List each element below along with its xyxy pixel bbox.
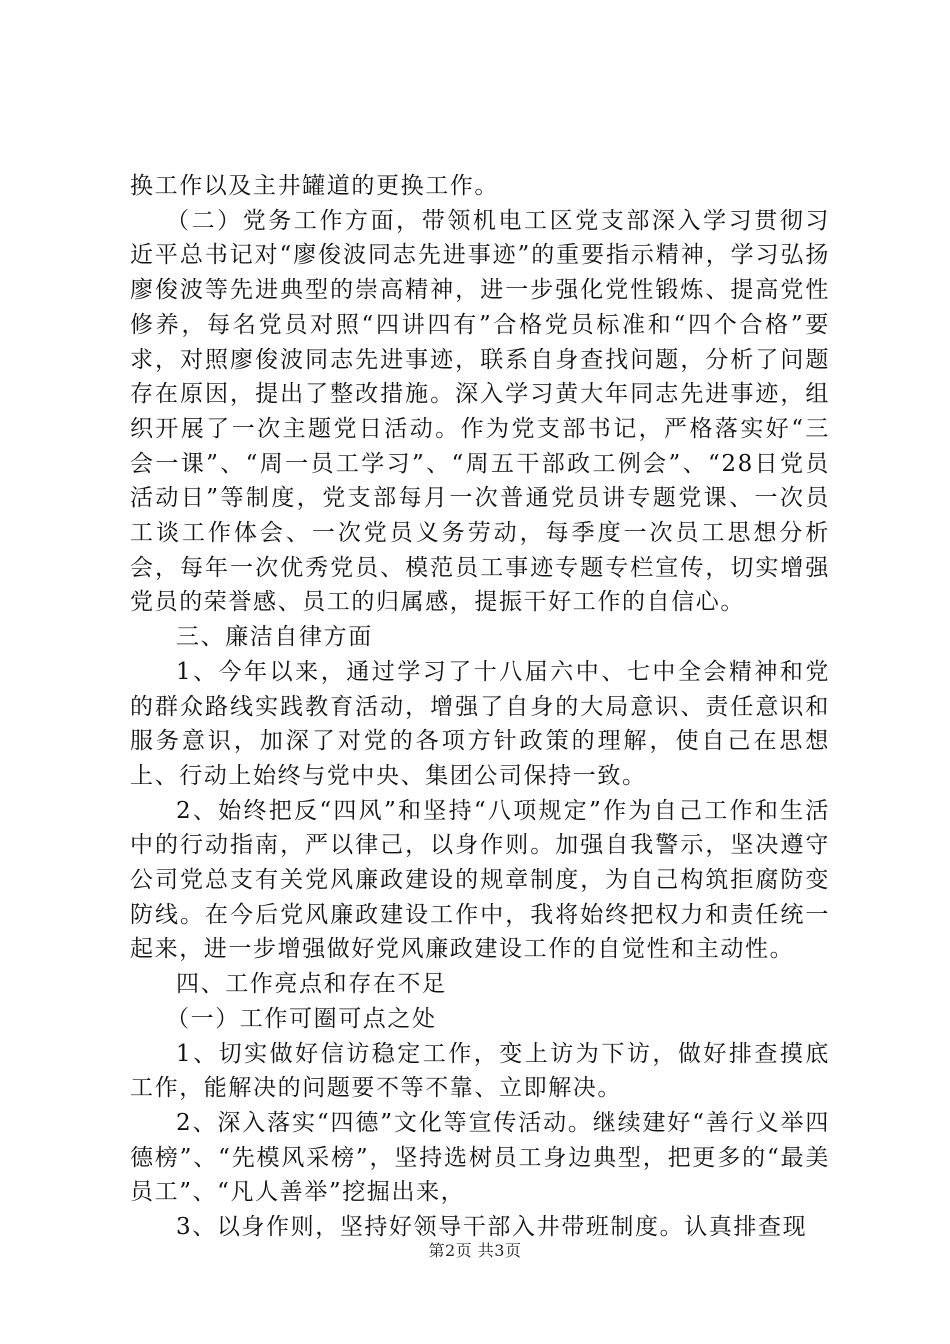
section-heading-highlights: 四、工作亮点和存在不足 [176, 971, 447, 998]
paragraph-continuation: 换工作以及主井罐道的更换工作。 [130, 173, 499, 199]
paragraph-highlight-1: 1、切实做好信访稳定工作，变上访为下访，做好排查摸底工作，能解决的问题要不等不靠、立即解决。 [130, 1040, 830, 1102]
subsection-heading-highlights: （一）工作可圈可点之处 [166, 1005, 437, 1032]
paragraph-integrity-1: 1、今年以来，通过学习了十八届六中、七中全会精神和党的群众路线实践教育活动，增强了自身的大局意识、责任意识和服务意识，加深了对党的各项方针政策的理解，使自己在思想上、行动上始终与党中央、集团公司保持一致。 [130, 658, 830, 789]
page-number-footer: 第2页 共3页 [428, 1241, 522, 1260]
paragraph-party-work: （二）党务工作方面，带领机电工区党支部深入学习贯彻习近平总书记对“廖俊波同志先进事迹”的重要指示精神，学习弘扬廖俊波等先进典型的崇高精神，进一步强化党性锻炼、提高党性修养，每名党员对照“四讲四有”合格党员标准和“四个合格”要求，对照廖俊波同志先进事迹，联系自身查找问题，分析了问题存在原因，提出了整改措施。深入学习黄大年同志先进事迹，组织开展了一次主题党日活动。作为党支部书记，严格落实好“三会一课”、“周一员工学习”、“周五干部政工例会”、“28日党员活动日”等制度，党支部每月一次普通党员讲专题党课、一次员工谈工作体会、一次党员义务劳动，每季度一次员工思想分析会，每年一次优秀党员、模范员工事迹专题专栏宣传，切实增强党员的荣誉感、员工的归属感，提振干好工作的自信心。 [130, 207, 830, 616]
section-heading-integrity: 三、廉洁自律方面 [176, 624, 373, 651]
paragraph-highlight-2: 2、深入落实“四德”文化等宣传活动。继续建好“善行义举四德榜”、“先模风采榜”，坚持选树员工身边典型，把更多的“最美员工”、“凡人善举”挖掘出来， [130, 1109, 830, 1206]
paragraph-highlight-3: 3、以身作则，坚持好领导干部入井带班制度。认真排查现 [176, 1214, 808, 1241]
paragraph-integrity-2: 2、始终把反“四风”和坚持“八项规定”作为自己工作和生活中的行动指南，严以律己，以身作则。加强自我警示，坚决遵守公司党总支有关党风廉政建设的规章制度，为自己构筑拒腐防变防线。在今后党风廉政建设工作中，我将始终把权力和责任统一起来，进一步增强做好党风廉政建设工作的自觉性和主动性。 [130, 797, 830, 963]
document-body [130, 169, 830, 1245]
